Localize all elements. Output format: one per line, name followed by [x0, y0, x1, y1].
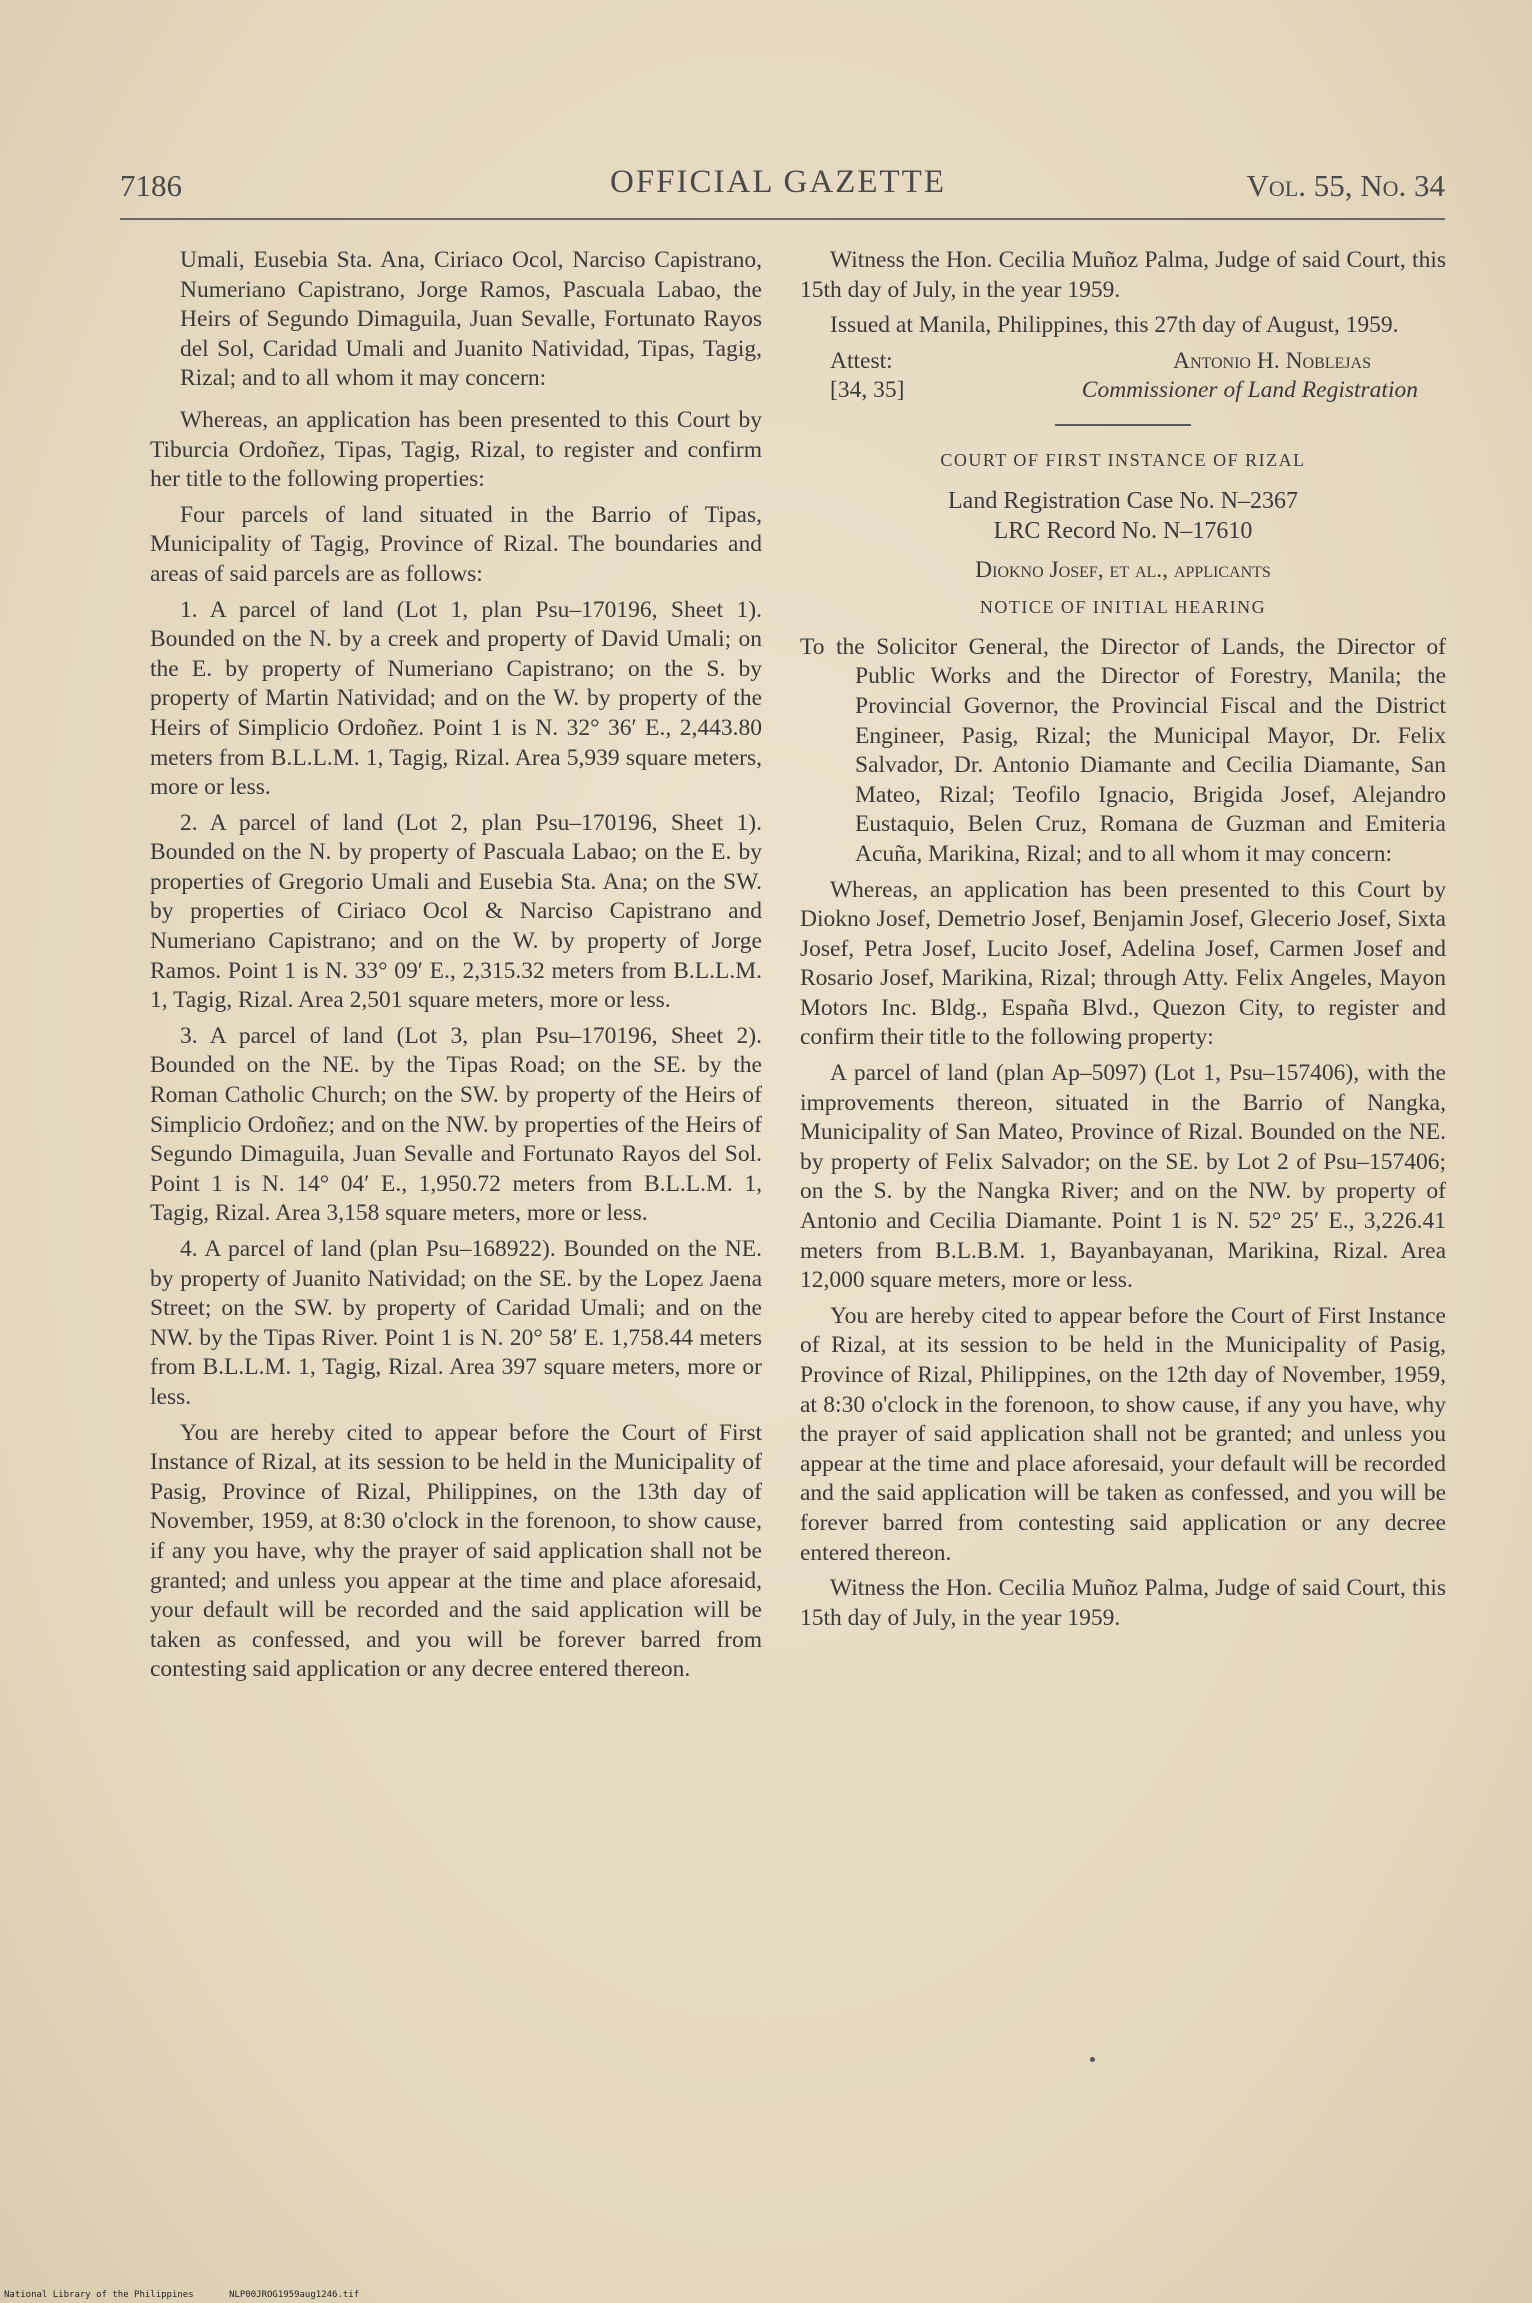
citation-paragraph: You are hereby cited to appear before the Court of First Instance of Rizal, at its session to be held in the Municipality of Pasig, Province of Rizal, Philippines, on the 13th day of November, 1959, at 8:30 o'clock in the forenoon, to show cause, if any you have, why the prayer of said application shall not be granted; and unless you appear at the time and place aforesaid, your default will be recorded and the said application will be taken as confessed, and you will be forever barred from contesting said application or any decree entered thereon. — [150, 1419, 762, 1683]
issued-paragraph: Issued at Manila, Philippines, this 27th day of August, 1959. — [830, 312, 1399, 339]
record-number: LRC Record No. N–17610 — [993, 517, 1253, 544]
scan-filename: NLP00JROG1959aug1246.tif — [229, 2290, 360, 2300]
library-credit: National Library of the Philippines — [4, 2290, 194, 2300]
section-divider — [1055, 424, 1191, 426]
to-addressees: To the Solicitor General, the Director of Lands, the Director of Public Works and the Director of Forestry, Manila; the Provincial Governor, the Provincial Fiscal and the District Engineer, Pasig, Rizal; the Municipal Mayor, Dr. Felix Salvador, Dr. Antonio Diamante and Cecilia Diamante, San Mateo, Rizal; Teofilo Ignacio, Brigida Josef, Alejandro Eustaquio, Belen Cruz, Romana de Guzman and Emiteria Acuña, Marikina, Rizal; and to all whom it may concern: — [800, 633, 1446, 867]
page-number: 7186 — [120, 168, 182, 203]
header-rule — [120, 218, 1445, 220]
end-dot — [1090, 2057, 1095, 2062]
whereas-paragraph: Whereas, an application has been presented to this Court by Tiburcia Ordoñez, Tipas, Tagig, Rizal, to register and confirm her title to the following properties: — [150, 406, 762, 493]
applicants-line: Diokno Josef, et al., applicants — [975, 556, 1271, 583]
addressees-continued: Umali, Eusebia Sta. Ana, Ciriaco Ocol, Narciso Capistrano, Numeriano Capistrano, Jorge Ramos, Pascuala Labao, the Heirs of Segundo Dimaguila, Juan Sevalle, Fortunato Rayos del Sol, Caridad Umali and Juanito Natividad, Tipas, Tagig, Rizal; and to all whom it may concern: — [180, 247, 762, 392]
whereas-paragraph-2: Whereas, an application has been presented to this Court by Diokno Josef, Demetrio Josef, Benjamin Josef, Glecerio Josef, Sixta Josef, Petra Josef, Lucito Josef, Adelina Josef, Carmen Josef and Rosario Josef, Marikina, Rizal; through Atty. Felix Angeles, Mayon Motors Inc. Bldg., España Blvd., Quezon City, to register and confirm their title to the following property: — [800, 876, 1446, 1051]
page-header — [120, 160, 1445, 210]
commissioner-title: Commissioner of Land Registration — [1081, 377, 1418, 404]
court-heading: COURT OF FIRST INSTANCE OF RIZAL — [940, 449, 1306, 470]
parcels-intro: Four parcels of land situated in the Barrio of Tipas, Municipality of Tagig, Province of Rizal. The boundaries and areas of said parcels are as follows: — [150, 501, 762, 587]
citation-paragraph-2: You are hereby cited to appear before the Court of First Instance of Rizal, at its session to be held in the Municipality of Pasig, Province of Rizal, Philippines, on the 12th day of November, 1959, at 8:30 o'clock in the forenoon, to show cause, if any you have, why the prayer of said application shall not be granted; and unless you appear at the time and place aforesaid, your default will be recorded and the said application will be taken as confessed, and you will be forever barred from contesting said application or any decree entered thereon. — [800, 1302, 1446, 1566]
issue-reference: [34, 35] — [830, 377, 905, 404]
left-column — [150, 246, 762, 1691]
commissioner-name: Antonio H. Noblejas — [1172, 347, 1371, 374]
parcel-description: A parcel of land (plan Ap–5097) (Lot 1, Psu–157406), with the improvements thereon, situated in the Barrio of Nangka, Municipality of San Mateo, Province of Rizal. Bounded on the NE. by property of Felix Salvador; on the SE. by Lot 2 of Psu–157406; on the S. by the Nangka River; and on the NW. by property of Antonio and Cecilia Diamante. Point 1 is N. 52° 25′ E., 3,226.41 meters from B.L.B.M. 1, Bayanbayanan, Marikina, Rizal. Area 12,000 square meters, more or less. — [800, 1060, 1446, 1294]
notice-heading: NOTICE OF INITIAL HEARING — [979, 597, 1267, 618]
parcel-2: 2. A parcel of land (Lot 2, plan Psu–170196, Sheet 1). Bounded on the N. by property of Pascuala Labao; on the E. by properties of Gregorio Umali and Eusebia Sta. Ana; on the SW. by properties of Ciriaco Ocol & Narciso Capistrano and Numeriano Capistrano; and on the W. by property of Jorge Ramos. Point 1 is N. 33° 09′ E., 2,315.32 meters from B.L.L.M. 1, Tagig, Rizal. Area 2,501 square meters, more or less. — [150, 809, 762, 1014]
parcel-1: 1. A parcel of land (Lot 1, plan Psu–170196, Sheet 1). Bounded on the N. by a creek and property of David Umali; on the E. by property of Numeriano Capistrano; on the S. by property of Martin Natividad; and on the W. by property of the Heirs of Simplicio Ordoñez. Point 1 is N. 32° 36′ E., 2,443.80 meters from B.L.L.M. 1, Tagig, Rizal. Area 5,939 square meters, more or less. — [150, 596, 762, 801]
attest-row — [800, 347, 1446, 377]
case-number: Land Registration Case No. N–2367 — [948, 487, 1298, 514]
scan-footer — [4, 2290, 389, 2300]
witness-paragraph-2: Witness the Hon. Cecilia Muñoz Palma, Judge of said Court, this 15th day of July, in the year 1959. — [800, 1575, 1446, 1631]
publication-title: OFFICIAL GAZETTE — [610, 164, 946, 200]
parcel-3: 3. A parcel of land (Lot 3, plan Psu–170196, Sheet 2). Bounded on the NE. by the Tipas Road; on the SE. by the Roman Catholic Church; on the SW. by property of the Heirs of Simplicio Ordoñez; and on the NW. by properties of the Heirs of Segundo Dimaguila, Juan Sevalle and Fortunato Rayos del Sol. Point 1 is N. 14° 04′ E., 1,950.72 meters from B.L.L.M. 1, Tagig, Rizal. Area 3,158 square meters, more or less. — [150, 1022, 762, 1227]
volume-number: Vol. 55, No. 34 — [1246, 168, 1445, 203]
right-column — [800, 246, 1446, 1639]
parcel-4: 4. A parcel of land (plan Psu–168922). Bounded on the NE. by property of Juanito Natividad; on the SE. by the Lopez Jaena Street; on the SW. by property of Caridad Umali; and on the NW. by the Tipas River. Point 1 is N. 20° 58′ E. 1,758.44 meters from B.L.L.M. 1, Tagig, Rizal. Area 397 square meters, more or less. — [150, 1236, 762, 1410]
attest-row-2 — [800, 376, 1446, 406]
witness-paragraph: Witness the Hon. Cecilia Muñoz Palma, Judge of said Court, this 15th day of July, in the year 1959. — [800, 247, 1446, 303]
attest-label: Attest: — [830, 347, 893, 374]
